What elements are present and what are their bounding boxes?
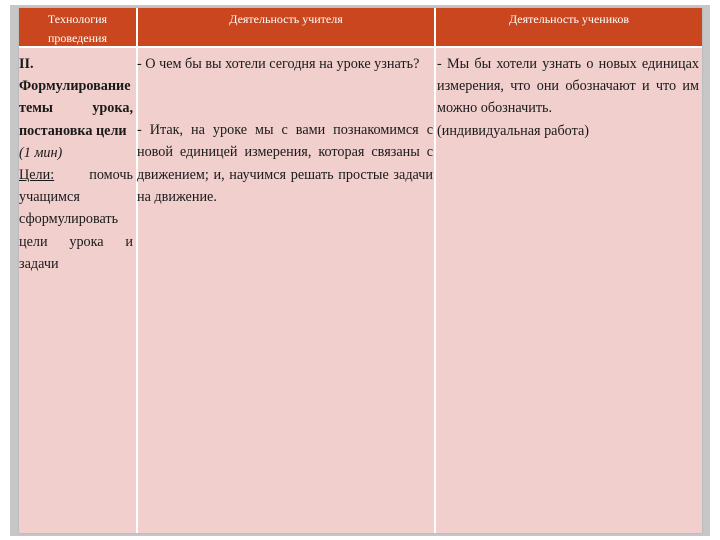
teacher-cell	[137, 53, 433, 208]
stage-goals	[19, 164, 133, 275]
goals-text: помочь учащимся сформулировать цели урока и задачи	[19, 167, 133, 272]
lesson-table	[19, 8, 702, 533]
stage-duration: (1 мин)	[19, 144, 63, 161]
teacher-statement: - Итак, на уроке мы с вами познакомимся с новой единицей измерения, которая связаны с движением; и, научимся решать простые задачи на движение.	[137, 122, 433, 205]
teacher-question: - О чем бы вы хотели сегодня на уроке узнать?	[137, 56, 420, 72]
technology-cell	[19, 53, 133, 275]
header-students: Деятельность учеников	[508, 12, 630, 26]
header-teacher: Деятельность учителя	[229, 12, 343, 26]
students-cell	[437, 53, 699, 142]
goals-label: Цели:	[19, 167, 55, 184]
students-answer: - Мы бы хотели узнать о новых единицах измерения, что они обозначают и что им можно обозначить.	[437, 56, 699, 117]
header-divider	[19, 46, 702, 48]
stage-title: II. Формулирование темы урока, постановка цели	[19, 56, 133, 139]
header-technology: Технология проведения	[47, 12, 108, 45]
column-divider	[434, 8, 436, 533]
table-header	[19, 8, 702, 46]
students-mode: (индивидуальная работа)	[437, 122, 589, 139]
